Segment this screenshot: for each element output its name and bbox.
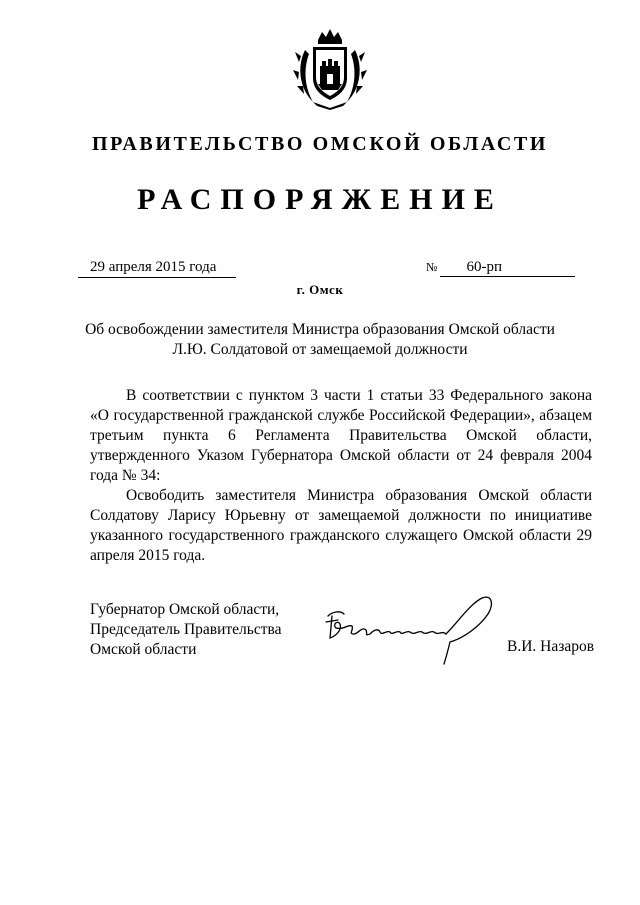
document-number: 60-рп: [440, 259, 575, 277]
body-paragraph-order: Освободить заместителя Министра образования Омской области Солдатову Ларису Юрьевну от замещаемой должности по инициативе указанного государственного гражданского служащего Омской области 29 апреля 2015 года.: [90, 487, 592, 564]
coat-of-arms-emblem: [291, 26, 369, 110]
issue-city: г. Омск: [296, 282, 344, 297]
document-body: [90, 386, 592, 566]
document-date: 29 апреля 2015 года: [78, 259, 236, 278]
handwritten-signature: [318, 586, 498, 666]
subject-line-1: Об освобождении заместителя Министра образования Омской области: [85, 321, 555, 338]
number-sign: №: [426, 260, 438, 274]
signatory-name: В.И. Назаров: [507, 638, 595, 655]
position-line-1: Губернатор Омской области,: [90, 601, 280, 618]
position-line-2: Председатель Правительства: [90, 621, 282, 638]
position-line-3: Омской области: [90, 641, 197, 658]
subject-line-2: Л.Ю. Солдатовой от замещаемой должности: [172, 341, 468, 358]
document-type-title: РАСПОРЯЖЕНИЕ: [137, 183, 503, 216]
government-title: ПРАВИТЕЛЬСТВО ОМСКОЙ ОБЛАСТИ: [91, 133, 549, 155]
document-number-field: [426, 259, 575, 277]
signatory-position: [90, 600, 310, 660]
document-subject: [0, 320, 640, 360]
body-paragraph-basis: В соответствии с пунктом 3 части 1 статьи 33 Федерального закона «О государственной гражданской службе Российской Федерации», абзацем третьим пункта 6 Регламента Правительства Омской области, утвержденного Указом Губернатора Омской области от 24 февраля 2004 года № 34:: [90, 387, 592, 484]
